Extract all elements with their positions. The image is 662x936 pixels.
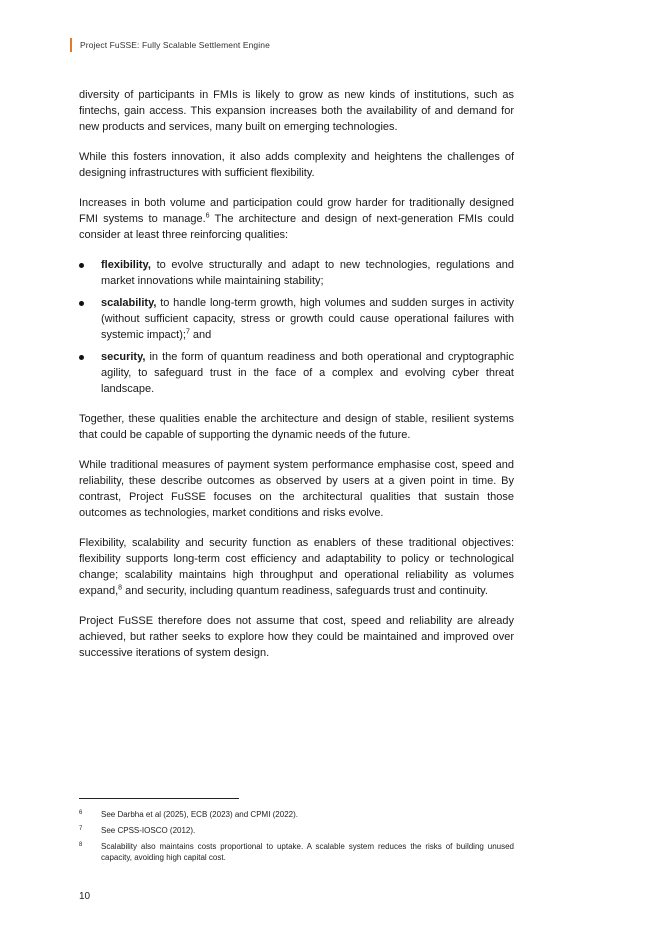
running-header: [70, 38, 270, 52]
footnote-number: 8: [79, 842, 83, 848]
paragraph-2: While this fosters innovation, it also adds complexity and heightens the challenges of designing infrastructures with sufficient flexibility.: [79, 151, 514, 179]
footnote-ref-8[interactable]: 8: [118, 584, 123, 592]
footnote-ref-6[interactable]: 6: [205, 212, 210, 220]
page-number: 10: [79, 891, 91, 902]
footnote-8: [79, 841, 514, 863]
list-item-flexibility: [79, 257, 514, 289]
bullet-icon: [79, 263, 84, 268]
list-item-text: to handle long-term growth, high volumes and sudden surges in activity (without sufficient capacity, stress or growth could cause operational failures with systemic impact);: [101, 297, 514, 341]
header-title: Project FuSSE: Fully Scalable Settlement Engine: [80, 40, 270, 50]
footnote-number: 6: [79, 810, 83, 816]
paragraph-6-text-b: and security, including quantum readiness, safeguards trust and continuity.: [122, 585, 488, 597]
paragraph-3-text-a: Increases in both volume and participation could grow harder for traditionally designed FMI systems to manage.: [79, 197, 514, 225]
list-item-text: to evolve structurally and adapt to new technologies, regulations and market innovations while maintaining stability;: [101, 259, 514, 287]
term-scalability: scalability,: [101, 297, 157, 309]
list-item-tail: and: [189, 329, 212, 341]
term-flexibility: flexibility,: [101, 259, 151, 271]
bullet-icon: [79, 355, 84, 360]
footnote-text: See CPSS-IOSCO (2012).: [101, 826, 196, 835]
footnote-text: Scalability also maintains costs proportional to uptake. A scalable system reduces the risks of building unused capacity, avoiding high capital cost.: [101, 842, 514, 862]
paragraph-3-text-b: The architecture and design of next-generation FMIs could consider at least three reinforcing qualities:: [79, 213, 514, 241]
paragraph-6-text-a: Flexibility, scalability and security function as enablers of these traditional objectives: flexibility supports long-term cost efficiency and adaptability to policy or technological change; scalability maintains high throughput and operational reliability as volumes expand,: [79, 537, 514, 597]
footnote-number: 7: [79, 826, 83, 832]
footnote-ref-7[interactable]: 7: [185, 328, 190, 336]
main-body: [79, 87, 514, 675]
paragraph-5: While traditional measures of payment system performance emphasise cost, speed and reliability, these describe outcomes as observed by users at a given point in time. By contrast, Project FuSSE focuses on the architectural qualities that sustain those outcomes as technologies, market conditions and risks evolve.: [79, 459, 514, 519]
paragraph-3: [79, 195, 514, 243]
list-item-text: in the form of quantum readiness and both operational and cryptographic agility, to safeguard trust in the face of a complex and evolving cyber threat landscape.: [101, 351, 514, 395]
paragraph-7: Project FuSSE therefore does not assume that cost, speed and reliability are already achieved, but rather seeks to explore how they could be maintained and improved over successive iterations of system design.: [79, 615, 514, 659]
footnote-7: [79, 825, 514, 836]
footnotes: [79, 809, 514, 868]
list-item-security: [79, 349, 514, 397]
footnote-6: [79, 809, 514, 820]
paragraph-4: Together, these qualities enable the architecture and design of stable, resilient systems that could be capable of supporting the dynamic needs of the future.: [79, 413, 514, 441]
term-security: security,: [101, 351, 146, 363]
footnote-divider: [79, 798, 239, 799]
footnote-text: See Darbha et al (2025), ECB (2023) and CPMI (2022).: [101, 810, 298, 819]
header-accent-bar: [70, 38, 72, 52]
qualities-list: [79, 257, 514, 397]
paragraph-1: diversity of participants in FMIs is likely to grow as new kinds of institutions, such as fintechs, gain access. This expansion increases both the availability of and demand for new products and services, many built on emerging technologies.: [79, 89, 514, 133]
bullet-icon: [79, 301, 84, 306]
paragraph-6: [79, 535, 514, 599]
list-item-scalability: [79, 295, 514, 343]
